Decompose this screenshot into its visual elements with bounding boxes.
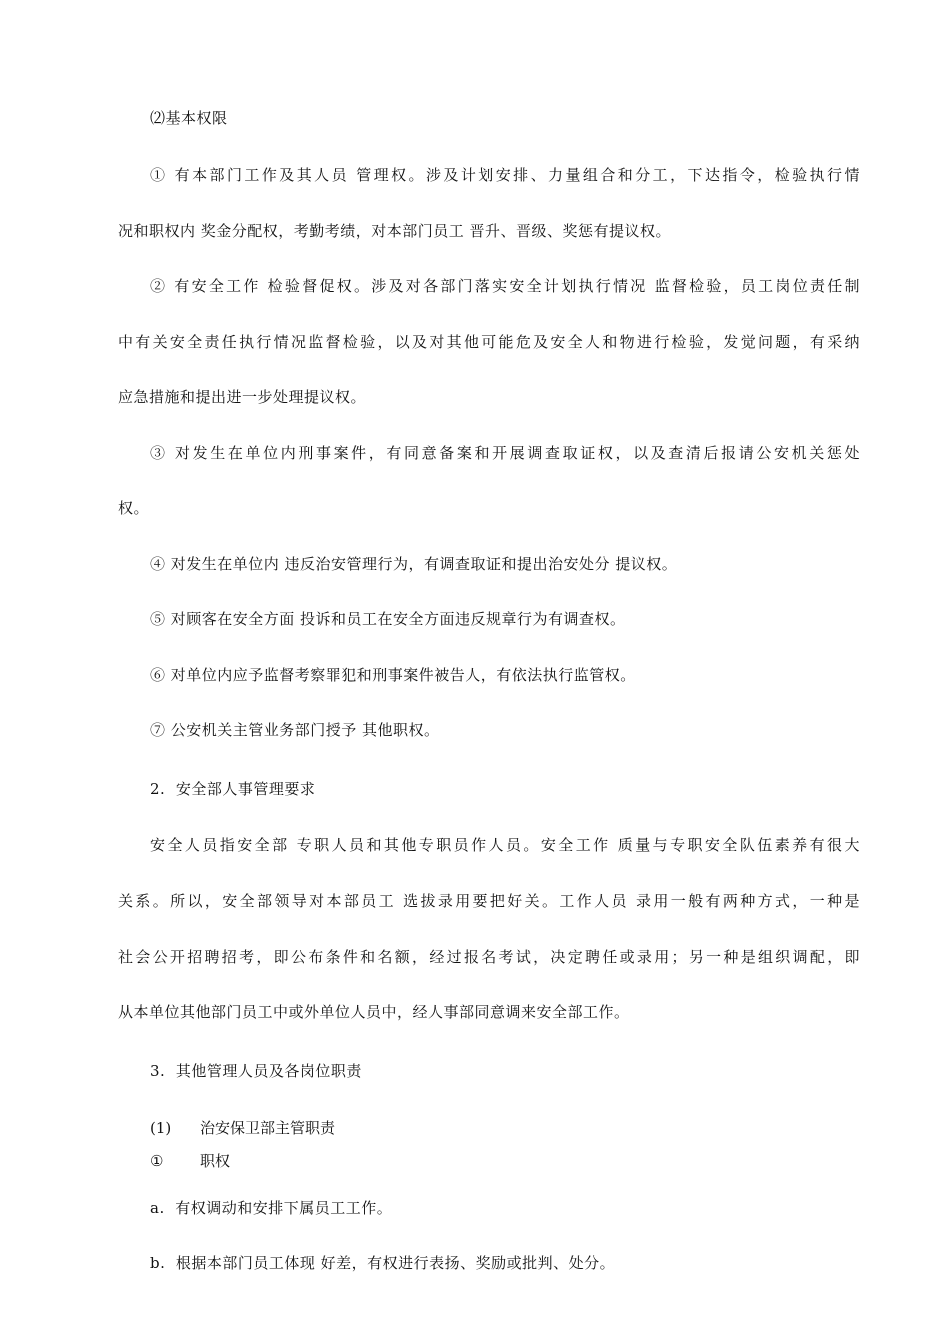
paragraph-line: ⑥ 对单位内应予监督考察罪犯和刑事案件被告人，有依法执行监管权。: [150, 666, 636, 684]
list-item: a. 有权调动和安排下属员工工作。: [150, 1199, 393, 1217]
paragraph-line: ⑤ 对顾客在安全方面 投诉和员工在安全方面违反规章行为有调查权。: [150, 610, 626, 628]
subsection-number: (1): [150, 1119, 172, 1137]
subsection-title: 职权: [200, 1152, 231, 1170]
paragraph-line: ③ 对发生在单位内刑事案件，有同意备案和开展调查取证权，以及查清后报请公安机关惩处: [150, 444, 860, 462]
subsection-title: 治安保卫部主管职责: [200, 1119, 336, 1137]
paragraph-line: 安全人员指安全部 专职人员和其他专职员作人员。安全工作 质量与专职安全队伍素养有很大: [150, 836, 860, 854]
subsection-number: ①: [150, 1152, 164, 1170]
paragraph-line: ④ 对发生在单位内 违反治安管理行为，有调查取证和提出治安处分 提议权。: [150, 555, 678, 573]
section-heading: 3. 其他管理人员及各岗位职责: [150, 1062, 362, 1080]
paragraph-line: ① 有本部门工作及其人员 管理权。涉及计划安排、力量组合和分工，下达指令，检验执行情: [150, 166, 860, 184]
paragraph-line: 从本单位其他部门员工中或外单位人员中，经人事部同意调来安全部工作。: [118, 1003, 630, 1021]
list-item: b. 根据本部门员工体现 好差，有权进行表扬、奖励或批判、处分。: [150, 1254, 616, 1272]
paragraph-line: 况和职权内 奖金分配权，考勤考绩，对本部门员工 晋升、晋级、奖惩有提议权。: [118, 222, 672, 240]
paragraph-line: 应急措施和提出进一步处理提议权。: [118, 388, 367, 406]
paragraph-line: ② 有安全工作 检验督促权。涉及对各部门落实安全计划执行情况 监督检验，员工岗位责任制: [150, 277, 860, 295]
paragraph-line: 中有关安全责任执行情况监督检验，以及对其他可能危及安全人和物进行检验，发觉问题，有采纳: [118, 333, 860, 351]
paragraph-line: ⑦ 公安机关主管业务部门授予 其他职权。: [150, 721, 440, 739]
section-heading: 2. 安全部人事管理要求: [150, 780, 316, 798]
paragraph-line: 社会公开招聘招考，即公布条件和名额，经过报名考试，决定聘任或录用；另一种是组织调配，即: [118, 948, 860, 966]
paragraph-line: 权。: [118, 499, 150, 517]
section-heading-basic-rights: ⑵基本权限: [150, 109, 228, 127]
paragraph-line: 关系。所以，安全部领导对本部员工 选拔录用要把好关。工作人员 录用一般有两种方式，一种是: [118, 892, 860, 910]
